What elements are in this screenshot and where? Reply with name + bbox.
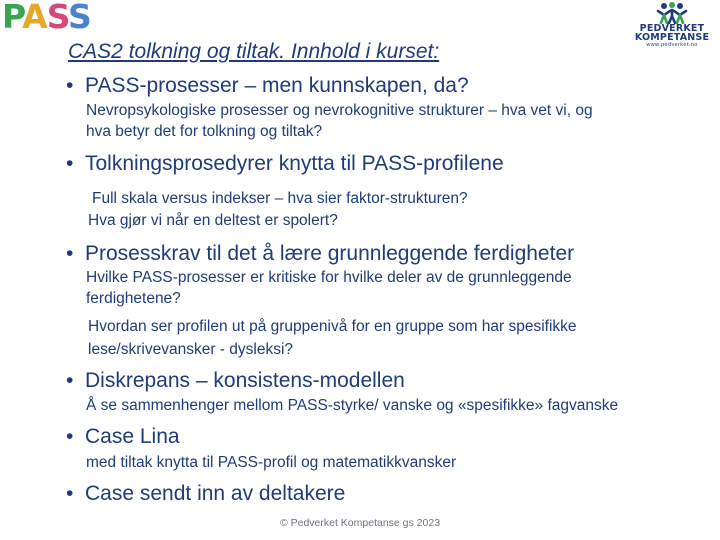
bullet-subline: Å se sammenhenger mellom PASS-styrke/ vanske og «spesifikke» fagvanske [86,397,619,414]
bullet-item [66,151,504,176]
bullet-symbol: • [66,242,74,265]
bullet-subline: Hva gjør vi når en deltest er spolert? [88,212,338,229]
pass-logo-letter-a: A [22,0,47,36]
bullet-text: Prosesskrav til det å lære grunnleggende ferdigheter [85,242,575,265]
bullet-text: PASS-prosesser – men kunnskapen, da? [85,74,469,97]
pass-logo-letter-s2: S [68,0,91,36]
bullet-subline: med tiltak knytta til PASS-profil og matematikkvansker [86,454,457,471]
bullet-symbol: • [66,425,74,448]
bullet-subline: Nevropsykologiske prosesser og nevrokognitive strukturer – hva vet vi, og [86,102,593,119]
pass-logo-letter-s1: S [46,0,69,36]
bullet-subline: ferdighetene? [86,290,181,307]
pass-logo [2,0,112,34]
bullet-item [66,368,405,393]
footer-copyright: © Pedverket Kompetanse gs 2023 [279,517,441,529]
people-group-icon [655,2,689,24]
bullet-subline: Full skala versus indekser – hva sier faktor-strukturen? [92,190,468,207]
bullet-item [66,241,574,266]
brand-url: www.pedverket.no [646,42,698,48]
bullet-item [66,481,345,506]
bullet-text: Case sendt inn av deltakere [85,482,346,505]
bullet-text: Diskrepans – konsistens-modellen [85,369,405,392]
bullet-symbol: • [66,369,74,392]
brand-line-1: PEDVERKET [639,23,705,34]
slide-title: CAS2 tolkning og tiltak. Innhold i kurset: [68,40,440,63]
bullet-symbol: • [66,74,74,97]
brand-line-2: KOMPETANSE [634,32,710,43]
bullet-text: Tolkningsprosedyrer knytta til PASS-profilene [85,152,504,175]
bullet-item [66,73,469,98]
pedverket-logo [628,2,716,52]
bullet-symbol: • [66,482,74,505]
bullet-symbol: • [66,152,74,175]
pass-logo-letter-p: P [2,0,23,36]
bullet-subline: hva betyr det for tolkning og tiltak? [86,123,323,140]
bullet-subline: Hvordan ser profilen ut på gruppenivå for en gruppe som har spesifikke [88,318,577,335]
bullet-subline: lese/skrivevansker - dysleksi? [88,341,294,358]
bullet-subline: Hvilke PASS-prosesser er kritiske for hvilke deler av de grunnleggende [86,269,572,286]
bullet-item [66,424,180,449]
bullet-text: Case Lina [85,425,180,448]
